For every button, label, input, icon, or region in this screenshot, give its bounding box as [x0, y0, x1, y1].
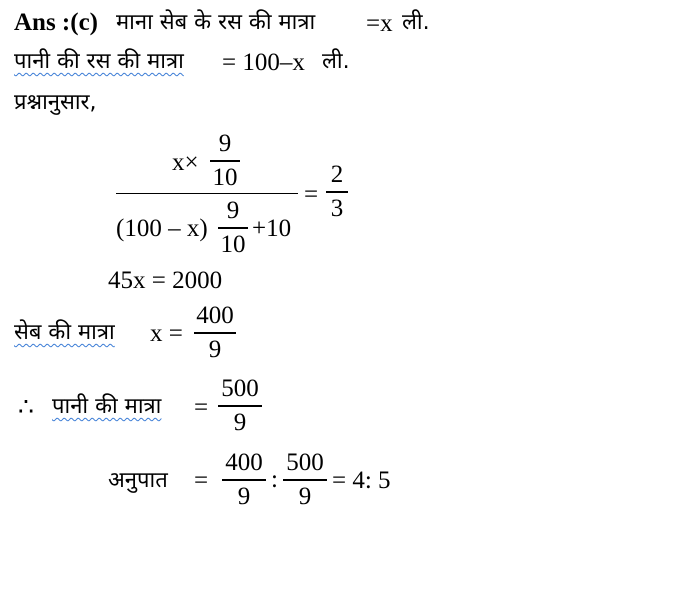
eq1-num-fraction-bar [210, 160, 240, 161]
ratio-first-numerator: 400 [225, 449, 263, 476]
apple-quantity-numerator: 400 [196, 302, 234, 329]
water-quantity-label: पानी की मात्रा [52, 394, 162, 419]
eq1-num-nine: 9 [218, 130, 232, 157]
eq1-rhs-fraction-bar [326, 191, 348, 192]
ratio-result: = 4: 5 [332, 467, 391, 494]
eq1-main-fraction-bar [116, 193, 298, 194]
water-quantity-fraction-bar [218, 405, 262, 406]
water-quantity-numerator: 500 [221, 375, 259, 402]
ratio-second-fraction-bar [283, 479, 327, 480]
ratio-second-denominator: 9 [298, 482, 312, 510]
ratio-equals: = [194, 467, 209, 494]
eq1-rhs-fraction [326, 162, 348, 222]
apple-juice-variable: =x [366, 10, 393, 37]
ratio-colon: : [271, 466, 278, 493]
eq1-den-ten: 10 [220, 230, 246, 258]
apple-juice-assumption: माना सेब के रस की मात्रा [116, 10, 316, 35]
eq1-numerator-x-times: x× [172, 149, 199, 176]
eq1-den-nine: 9 [226, 197, 240, 224]
ratio-label: अनुपात [108, 468, 168, 493]
according-to-question: प्रश्नानुसार, [14, 90, 97, 115]
water-juice-expression: = 100–x [222, 49, 305, 76]
eq1-denominator-fraction [218, 198, 248, 258]
ratio-first-fraction [222, 450, 266, 510]
apple-quantity-fraction [194, 303, 236, 363]
water-juice-unit: ली. [322, 49, 350, 74]
answer-label: Ans :(c) [14, 9, 99, 36]
ratio-first-fraction-bar [222, 479, 266, 480]
water-quantity-denominator: 9 [233, 408, 247, 436]
ratio-first-denominator: 9 [237, 482, 251, 510]
eq1-num-ten: 10 [212, 163, 238, 191]
ratio-second-numerator: 500 [286, 449, 324, 476]
water-quantity-fraction [218, 376, 262, 436]
eq1-rhs-three: 3 [330, 194, 344, 222]
eq1-denominator-left: (100 – x) [116, 215, 208, 242]
apple-juice-unit: ली. [402, 10, 430, 35]
apple-quantity-fraction-bar [194, 332, 236, 333]
eq1-equals: = [304, 181, 319, 208]
therefore-symbol: ∴ [18, 394, 34, 421]
eq1-denominator-plus-ten: +10 [252, 215, 292, 242]
apple-quantity-denominator: 9 [208, 335, 222, 363]
eq1-numerator-fraction [210, 131, 240, 191]
linear-equation: 45x = 2000 [108, 267, 223, 294]
apple-quantity-label: सेब की मात्रा [14, 320, 115, 345]
eq1-rhs-two: 2 [330, 161, 344, 188]
water-juice-label: पानी की रस की मात्रा [14, 49, 184, 74]
water-quantity-equals: = [194, 394, 209, 421]
eq1-den-fraction-bar [218, 227, 248, 228]
ratio-second-fraction [283, 450, 327, 510]
apple-quantity-variable: x = [150, 320, 183, 347]
